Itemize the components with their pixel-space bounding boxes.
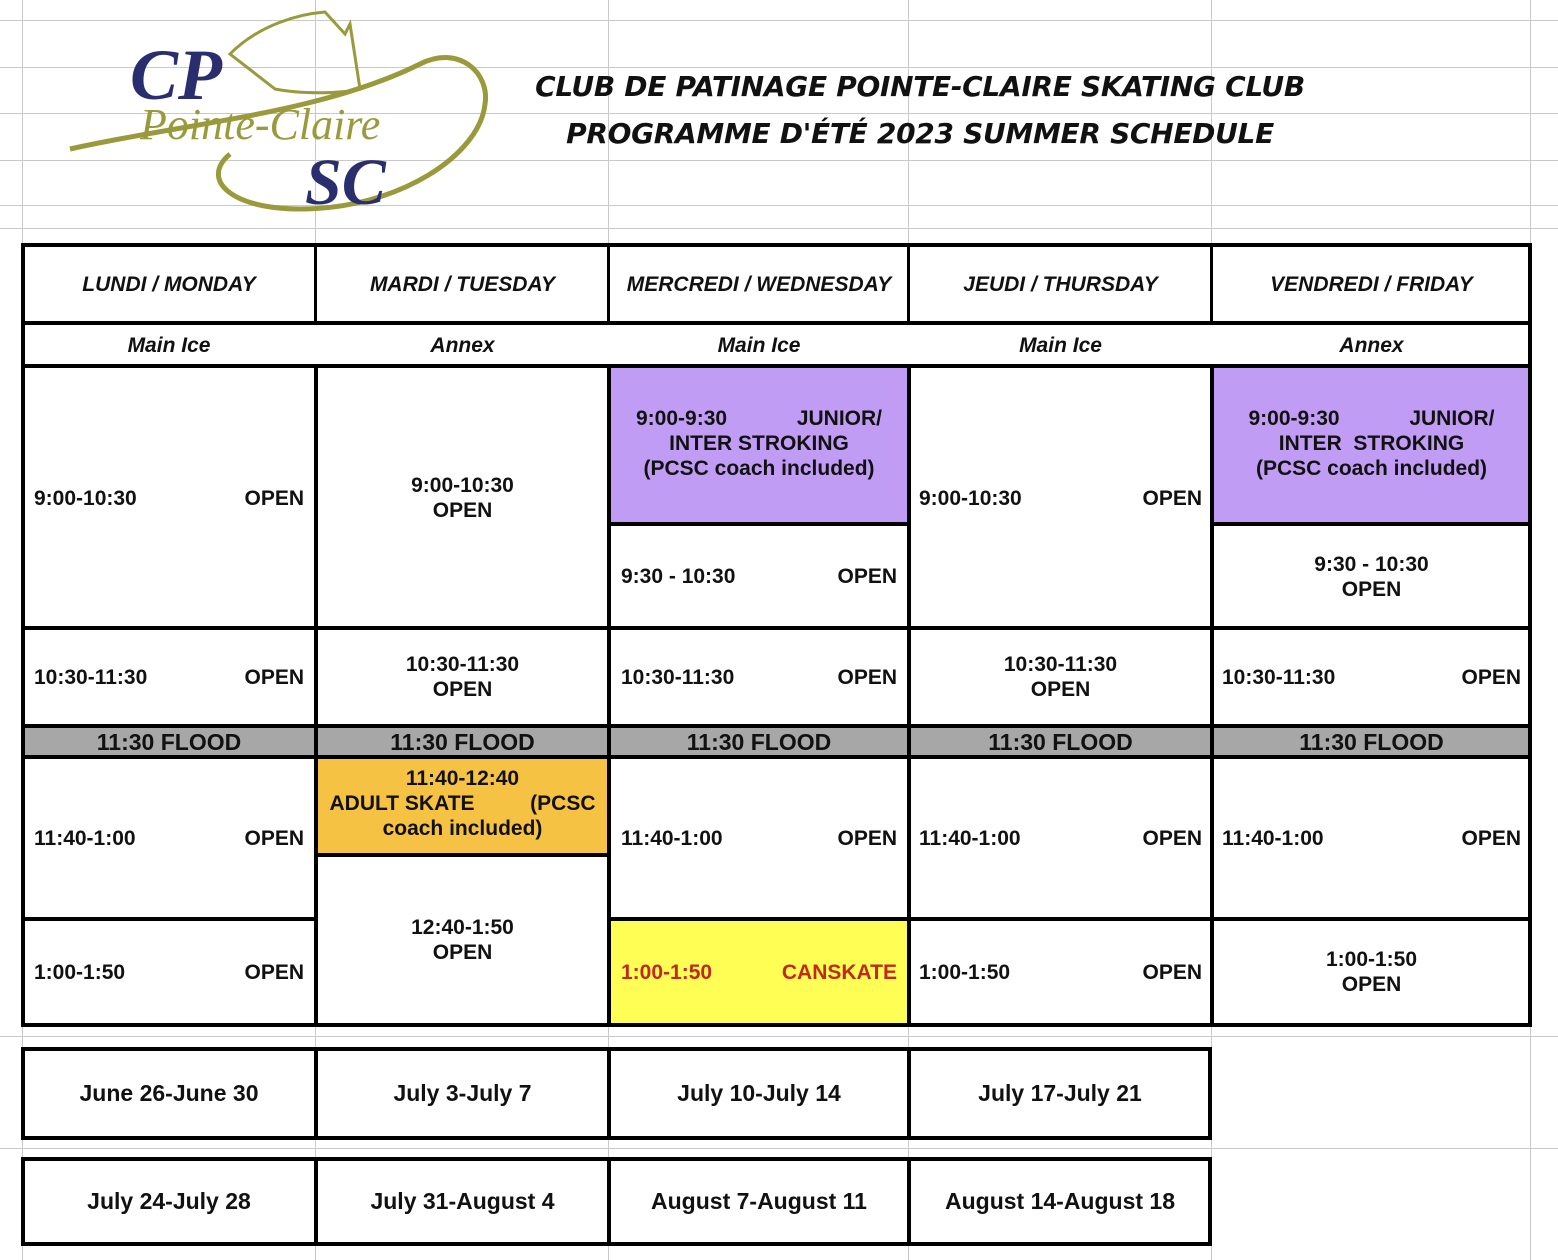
session-activity: OPEN [1030,678,1091,701]
session-title-line [1249,406,1495,431]
dates-border [1208,1157,1212,1246]
session-time: 11:40-1:00 [1222,826,1324,850]
session-time: 1:00-1:50 [919,960,1011,984]
rink-label-thursday: Main Ice [909,324,1212,366]
table-border [314,243,317,324]
session-activity: OPEN [1142,960,1202,984]
flood-tue: 11:30 FLOOD [318,728,607,756]
session-activity: OPEN [244,826,304,850]
session-activity: OPEN [837,826,897,850]
session-fri-1-stroking [1214,368,1529,523]
session-time: 11:40-1:00 [34,826,136,850]
table-border [314,364,318,1027]
table-border [314,853,611,857]
session-activity: OPEN [837,565,897,588]
session-fri-5 [1214,920,1529,1024]
session-activity-line [330,791,596,816]
session-tue-4 [318,856,607,1024]
session-thu-1 [911,368,1210,628]
table-border [907,364,911,1027]
session-title-line [636,406,882,431]
gridline [0,1036,1558,1037]
table-border [1210,243,1213,324]
flood-wed: 11:30 FLOOD [611,728,907,756]
day-header-tuesday: MARDI / TUESDAY [316,244,609,324]
date-range-8: August 14-August 18 [911,1160,1209,1243]
table-border [1210,522,1532,526]
table-border [21,626,1532,630]
logo-name: Pointe-Claire [140,100,381,149]
session-time: 9:00-10:30 [919,486,1022,510]
session-thu-2 [911,630,1210,724]
session-time: 12:40-1:50 [411,916,514,939]
logo-initials: CP [130,35,223,115]
session-time: 11:40-1:00 [621,826,723,850]
table-border [607,917,1532,921]
dates-border [314,1157,318,1246]
dates-border [607,1157,611,1246]
session-activity: OPEN [432,499,493,522]
session-time: 10:30-11:30 [1003,653,1118,676]
session-time: 11:40-1:00 [919,826,1021,850]
dates-border [21,1242,1212,1246]
session-time: 9:30 - 10:30 [621,565,736,588]
table-border [607,243,610,324]
table-border [1528,243,1532,1027]
date-range-4: July 17-July 21 [911,1050,1209,1137]
session-mon-4 [24,920,314,1024]
session-activity: JUNIOR/ [796,407,882,430]
session-time: 1:00-1:50 [1325,948,1418,971]
rink-label-friday: Annex [1212,324,1531,366]
session-time: 11:40-12:40 [405,767,520,790]
session-activity: OPEN [1461,826,1521,850]
rink-label-monday: Main Ice [22,324,316,366]
day-header-friday: VENDREDI / FRIDAY [1212,244,1531,324]
session-activity-line2: INTER STROKING [669,432,849,455]
flood-mon: 11:30 FLOOD [24,728,314,756]
rink-label-tuesday: Annex [316,324,609,366]
dates-border [21,1157,25,1246]
table-border [21,243,25,1027]
day-header-thursday: JEUDI / THURSDAY [909,244,1212,324]
rink-label-wednesday: Main Ice [609,324,909,366]
session-tue-3-adult-skate [318,758,607,854]
session-thu-3 [911,758,1210,918]
date-range-1: June 26-June 30 [24,1050,314,1137]
session-wed-3 [611,630,907,724]
session-activity: OPEN [837,665,897,689]
table-border [21,243,1532,247]
session-time: 9:00-10:30 [411,474,514,497]
session-activity: OPEN [244,486,304,510]
session-wed-1-stroking [611,368,907,523]
session-wed-5-canskate [611,920,907,1024]
session-activity: OPEN [1142,486,1202,510]
dates-border [607,1047,611,1140]
table-border [21,755,1532,759]
session-time: 10:30-11:30 [1222,665,1336,689]
date-range-5: July 24-July 28 [24,1160,314,1243]
dates-border [907,1157,911,1246]
session-mon-1 [24,368,314,628]
flood-thu: 11:30 FLOOD [911,728,1210,756]
session-fri-2 [1214,525,1529,628]
session-time: 10:30-11:30 [405,653,520,676]
session-activity: OPEN [1461,665,1521,689]
session-tue-2 [318,630,607,724]
date-range-2: July 3-July 7 [318,1050,607,1137]
dates-border [314,1047,318,1140]
session-activity: JUNIOR/ [1409,407,1495,430]
session-activity: CANSKATE [781,960,897,984]
session-time: 9:00-9:30 [1248,407,1340,430]
dates-border [21,1157,1212,1161]
date-range-7: August 7-August 11 [611,1160,907,1243]
session-activity: ADULT SKATE [329,792,475,815]
table-border [21,364,1532,368]
dates-border [21,1047,25,1140]
table-border [607,522,911,526]
day-header-monday: LUNDI / MONDAY [22,244,316,324]
dates-border [907,1047,911,1140]
session-activity: OPEN [244,665,304,689]
session-thu-4 [911,920,1210,1024]
session-mon-3 [24,758,314,918]
session-wed-4 [611,758,907,918]
gridline [0,228,1558,229]
session-activity: OPEN [1341,973,1402,996]
session-activity: OPEN [1341,577,1402,601]
session-note: (PCSC [530,792,596,815]
logo-suffix: SC [305,146,386,216]
session-fri-3 [1214,630,1529,724]
session-activity: OPEN [432,941,493,964]
session-time: 9:00-9:30 [636,407,728,430]
table-border [21,917,318,921]
dates-border [21,1136,1212,1140]
session-fri-4 [1214,758,1529,918]
session-time: 1:00-1:50 [621,960,713,984]
session-time: 10:30-11:30 [34,665,148,689]
session-tue-1 [318,368,607,628]
dates-border [1208,1047,1212,1140]
session-time: 1:00-1:50 [34,960,126,984]
gridline [0,1148,1558,1149]
club-logo [60,4,510,216]
session-wed-2 [611,525,907,628]
session-activity: OPEN [244,960,304,984]
session-time: 10:30-11:30 [621,665,735,689]
session-time: 9:00-10:30 [34,486,137,510]
page-title-line1: CLUB DE PATINAGE POINTE-CLAIRE SKATING CLUB [535,70,1305,103]
session-activity-line2: INTER STROKING [1278,432,1465,455]
page-title-line2: PROGRAMME D'ÉTÉ 2023 SUMMER SCHEDULE [566,117,1274,150]
flood-fri: 11:30 FLOOD [1214,728,1529,756]
session-activity: OPEN [432,678,493,701]
session-note-2: coach included) [382,817,543,840]
session-activity: OPEN [1142,826,1202,850]
session-mon-2 [24,630,314,724]
day-header-wednesday: MERCREDI / WEDNESDAY [609,244,909,324]
session-activity-line3: (PCSC coach included) [643,457,875,480]
table-border [907,243,910,324]
table-border [1210,364,1214,1027]
date-range-3: July 10-July 14 [611,1050,907,1137]
date-range-6: July 31-August 4 [318,1160,607,1243]
session-activity-line3: (PCSC coach included) [1255,457,1488,480]
session-time: 9:30 - 10:30 [1314,552,1429,576]
table-border [21,724,1532,728]
logo-skate-boot [230,12,360,93]
table-border [21,1023,1532,1027]
dates-border [21,1047,1212,1051]
table-border [21,321,1532,325]
table-border [607,364,611,1027]
